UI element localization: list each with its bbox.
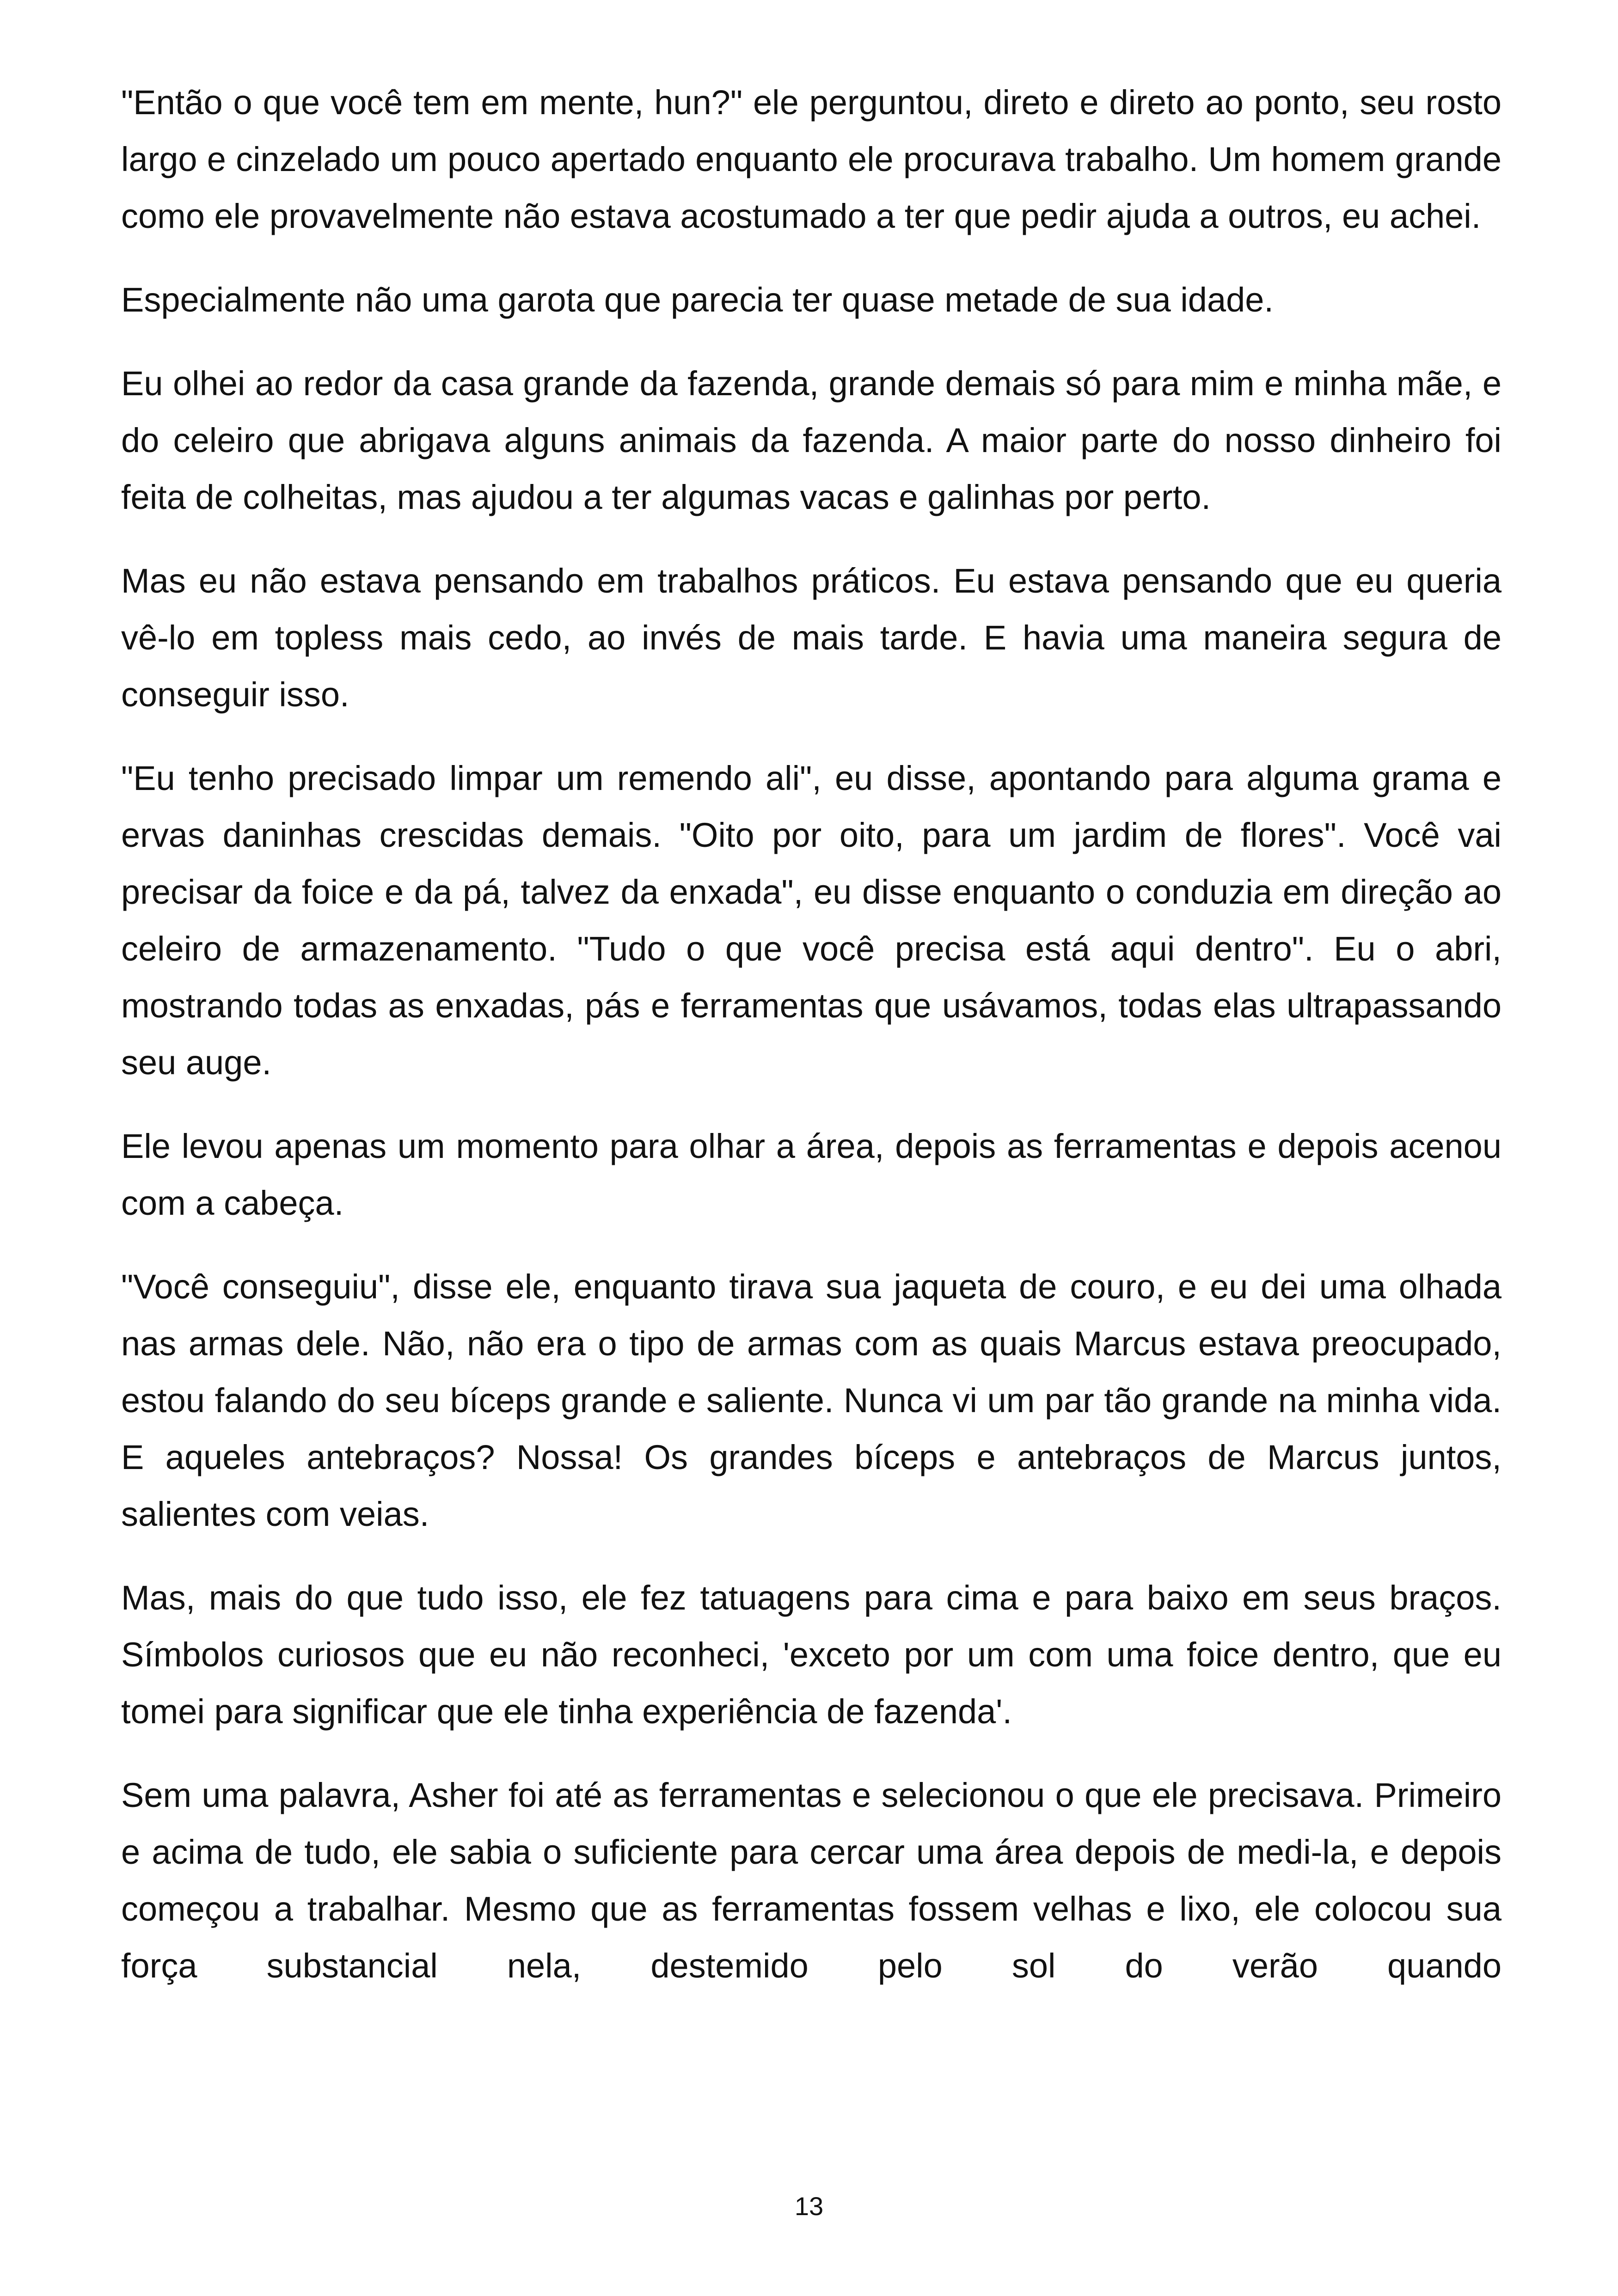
paragraph-5: "Eu tenho precisado limpar um remendo ali", eu disse, apontando para alguma grama e ervas daninhas crescidas demais. "Oito por oito, para um jardim de flores". Você vai precisar da foice e da pá, talvez da enxada", eu disse enquanto o conduzia em direção ao celeiro de armazenamento. "Tudo o que você precisa está aqui dentro". Eu o abri, mostrando todas as enxadas, pás e ferramentas que usávamos, todas elas ultrapassando seu auge. xyxy=(121,759,1502,1082)
paragraph-3: Eu olhei ao redor da casa grande da fazenda, grande demais só para mim e minha mãe, e do celeiro que abrigava alguns animais da fazenda. A maior parte do nosso dinheiro foi feita de colheitas, mas ajudou a ter algumas vacas e galinhas por perto. xyxy=(121,364,1502,516)
paragraph-2: Especialmente não uma garota que parecia ter quase metade de sua idade. xyxy=(121,281,1274,319)
paragraph-6: Ele levou apenas um momento para olhar a área, depois as ferramentas e depois acenou com a cabeça. xyxy=(121,1127,1502,1222)
page-body xyxy=(121,74,1502,1994)
paragraph-4: Mas eu não estava pensando em trabalhos práticos. Eu estava pensando que eu queria vê-lo em topless mais cedo, ao invés de mais tarde. E havia uma maneira segura de conseguir isso. xyxy=(121,562,1502,714)
paragraph-7: "Você conseguiu", disse ele, enquanto tirava sua jaqueta de couro, e eu dei uma olhada nas armas dele. Não, não era o tipo de armas com as quais Marcus estava preocupado, estou falando do seu bíceps grande e saliente. Nunca vi um par tão grande na minha vida. E aqueles antebraços? Nossa! Os grandes bíceps e antebraços de Marcus juntos, salientes com veias. xyxy=(121,1267,1502,1533)
paragraph-1: "Então o que você tem em mente, hun?" ele perguntou, direto e direto ao ponto, seu rosto largo e cinzelado um pouco apertado enquanto ele procurava trabalho. Um homem grande como ele provavelmente não estava acostumado a ter que pedir ajuda a outros, eu achei. xyxy=(121,83,1502,235)
paragraph-9: Sem uma palavra, Asher foi até as ferramentas e selecionou o que ele precisava. Primeiro e acima de tudo, ele sabia o suficiente para cercar uma área depois de medi-la, e depois começou a trabalhar. Mesmo que as ferramentas fossem velhas e lixo, ele colocou sua força substancial nela, destemido pelo sol do verão quando xyxy=(121,1776,1502,1985)
page-number: 13 xyxy=(794,2192,824,2221)
paragraph-8: Mas, mais do que tudo isso, ele fez tatuagens para cima e para baixo em seus braços. Símbolos curiosos que eu não reconheci, 'exceto por um com uma foice dentro, que eu tomei para significar que ele tinha experiência de fazenda'. xyxy=(121,1579,1502,1731)
